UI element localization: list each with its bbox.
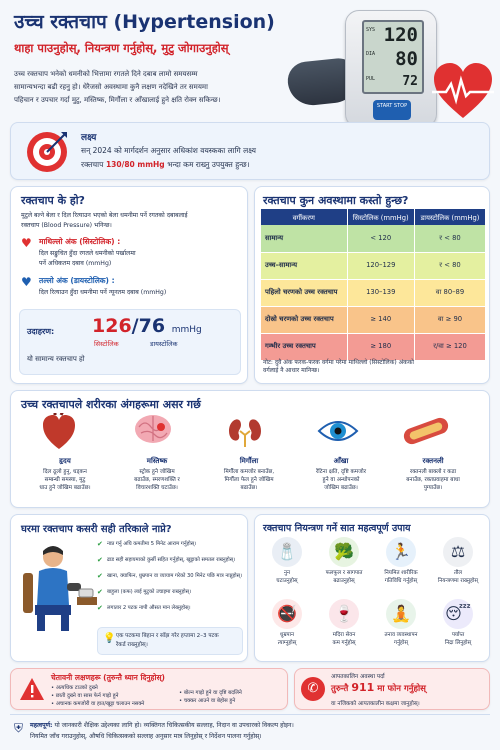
footer-note: ⛨ महत्वपूर्ण: यो जानकारी शैक्षिक उद्देश्यका लागि हो। व्यक्तिगत चिकित्सकीय सल्लाह, निदान वा उपचारको विकल्प होइन। नियमित जाँच गराउनुहोस्, औषधि चिकित्सकको सल्लाह अनुसार मात्र लिनुहोस् र निर्देशन पालना गर्नुहोस्। — [10, 714, 490, 746]
table-note: नोट: दुवै अंक फरक-फरक वर्गमा परेमा माथिल्लो (सिस्टोलिक) अंकको वर्गलाई नै आधार मानिन्छ। — [263, 359, 414, 374]
heart-organ-icon — [41, 413, 77, 455]
systolic-range: ≥ 140 — [347, 306, 415, 333]
organ-name: हृदय — [59, 457, 71, 465]
warning-title: चेतावनी लक्षणहरू (तुरुन्तै ध्यान दिनुहोस्) — [51, 673, 165, 682]
organ-item: मिर्गौला मिर्गौला कमजोर बनाउँछ, मिर्गौला फेल हुने जोखिम बढाउँछ। — [203, 457, 295, 492]
subtitle: थाहा पाउनुहोस्, नियन्त्रण गर्नुहोस्, मुटु जोगाउनुहोस् — [14, 41, 229, 55]
check-icon: ✔ — [97, 556, 103, 564]
what-is-bp-card — [10, 186, 248, 384]
seven-steps-card — [254, 514, 490, 662]
organ-name: आँखा — [333, 457, 349, 465]
systolic-range: < 120 — [347, 225, 415, 252]
lifestyle-step: 🧘 तनाव व्यवस्थापन गर्नुहोस् — [373, 599, 429, 647]
measure-heading: घरमा रक्तचाप कसरी सही तरिकाले नाप्ने? — [21, 524, 172, 535]
what-heading: रक्तचाप के हो? — [21, 194, 85, 207]
steps-heading: रक्तचाप नियन्त्रण गर्ने सात महत्वपूर्ण उपाय — [263, 523, 411, 534]
diastolic-range: र < 80 — [415, 225, 485, 252]
kidney-icon — [225, 413, 265, 453]
lifestyle-step: 🧂 नुन घटाउनुहोस् — [259, 537, 315, 585]
measure-card — [10, 514, 248, 662]
lifestyle-step: 🍷 मदिरा सेवन कम गर्नुहोस् — [316, 599, 372, 647]
classification-table: वर्गीकरण सिस्टोलिक (mmHg) डायस्टोलिक (mmHg) सामान्य < 120 र < 80 उच्च–सामान्य 120–129 र < 80 पहिलो चरणको उच्च रक्तचाप 130–139 वा 80–89 दोस्रो चरणको उच्च रक्तचाप ≥ 140 वा ≥ 90 गम्भीर उच्च रक्तचाप ≥ 180 र/वा ≥ 120 — [261, 209, 485, 361]
category-name: दोस्रो चरणको उच्च रक्तचाप — [265, 315, 334, 323]
goal-title: लक्ष्य — [81, 133, 97, 143]
title-nepali: उच्च रक्तचाप — [14, 11, 107, 33]
warning-left: • अत्यधिक टाउको दुख्ने • छाती दुख्ने वा सास फेर्न गाह्रो हुने • अचानक कमजोरी वा हात/खुट्टा चलाउन नसक्ने — [51, 685, 145, 707]
lifestyle-step: 😴 पर्याप्त निद्रा लिनुहोस् — [430, 599, 486, 647]
emergency-box: ✆ आपतकालिन अवस्था पर्दा तुरुन्तै 911 मा फोन गर्नुहोस् वा नजिकको आपतकालीन कक्षमा जानुहोस्। — [294, 668, 490, 710]
heart-blue-icon: ♥ — [21, 275, 32, 289]
title-english: (Hypertension) — [113, 11, 275, 33]
person-measuring-icon — [19, 543, 99, 637]
lifestyle-step: ⚖ तौल नियन्त्रणमा राख्नुहोस् — [430, 537, 486, 585]
phone-icon: ✆ — [301, 677, 325, 701]
organs-card — [10, 390, 490, 508]
what-intro: मुटुले बल्ने बेला र दिल रित्याउन भएको बेला धमनीमा पर्ने रगतको दबाबलाई रक्तचाप (Blood Pressure) भनिन्छ। — [21, 212, 188, 229]
category-name: गम्भीर उच्च रक्तचाप — [265, 342, 316, 350]
diastolic-title: तल्लो अंक (डायस्टोलिक) : — [39, 276, 115, 285]
organ-name: मस्तिष्क — [146, 457, 168, 465]
heart-red-icon: ♥ — [21, 236, 32, 250]
shield-icon: ⛨ — [14, 721, 24, 735]
brain-icon — [133, 413, 173, 451]
systolic-title: माथिल्लो अंक (सिस्टोलिक) : — [39, 237, 121, 246]
warning-box — [10, 668, 288, 710]
diastolic-range: वा ≥ 90 — [415, 306, 485, 333]
organ-item: रक्तनली रक्तनली बाक्लो र कडा बनाउँछ, रक्तप्रवाहमा बाधा पुग्याउँछ। — [387, 457, 479, 492]
check-icon: ✔ — [97, 588, 103, 596]
artery-icon — [403, 415, 449, 451]
vegetables-icon: 🥦 — [329, 537, 359, 567]
page-title — [14, 8, 275, 34]
example-value: 126/76 mmHg — [92, 315, 202, 337]
diastolic-range: वा 80–89 — [415, 279, 485, 306]
meditation-icon: 🧘 — [386, 599, 416, 629]
bp-category-row — [261, 252, 485, 279]
running-icon: 🏃 — [386, 537, 416, 567]
check-icon: ✔ — [97, 540, 103, 548]
diastolic-range: र < 80 — [415, 252, 485, 279]
measure-step: ✔ लगातार 2 पटक नापी औसत मान लेख्नुहोस्। — [97, 604, 191, 612]
lifestyle-step: 🥦 फलफूल र सागपात बढाउनुहोस् — [316, 537, 372, 585]
weighing-scale-icon: ⚖ — [443, 537, 473, 567]
measure-tip: 💡 एक पटकमा बिहान र साँझ गरेर हप्तामा 2–3 पटक रेकर्ड राख्नुहोस्। — [97, 627, 243, 655]
bp-category-row — [261, 279, 485, 306]
salt-shaker-icon: 🧂 — [272, 537, 302, 567]
measure-step: ✔ ढाड सही सहायमाको कुर्सी सहित गर्नुहोस्, खुट्टाको समतल राख्नुहोस्। — [97, 556, 236, 564]
table-heading: रक्तचाप कुन अवस्थामा कस्तो हुन्छ? — [263, 194, 409, 207]
check-icon: ✔ — [97, 604, 103, 612]
organ-item: आँखा रेटिना क्षति, दृष्टि कमजोर हुने वा अन्धोपनको जोखिम बढाउँछ। — [295, 457, 387, 492]
measure-step: ✔ खाना, क्याफिन, धुम्रपान वा व्यायाम गरेको 30 मिनेट पछि मात्र नाप्नुहोस्। — [97, 572, 243, 580]
no-alcohol-icon: 🍷 — [329, 599, 359, 629]
measure-step: ✔ बाहुला (कफ) लाई मुटुको उचाइमा राख्नुहोस्। — [97, 588, 192, 596]
heart-pulse-icon — [432, 62, 494, 124]
warning-right: • बोल्न गाह्रो हुने वा दृष्टि बदलिने • चक्कर आउने वा बेहोस हुने — [179, 690, 242, 704]
organ-name: मिर्गौला — [239, 457, 259, 465]
bp-category-row — [261, 333, 485, 360]
lifestyle-step: 🚭 धुम्रपान त्याग्नुहोस् — [259, 599, 315, 647]
bp-monitor-icon — [345, 10, 437, 128]
systolic-range: 130–139 — [347, 279, 415, 306]
emergency-call[interactable]: तुरुन्तै 911 मा फोन गर्नुहोस् — [331, 681, 426, 694]
bp-category-row — [261, 306, 485, 333]
goal-box — [10, 122, 490, 180]
diastolic-text: दिल रित्याउन हुँदा धमनीमा पर्ने न्यूनतम दबाब (mmHg) — [39, 289, 167, 296]
diastolic-range: र/वा ≥ 120 — [415, 333, 485, 360]
organ-name: रक्तनली — [422, 457, 444, 465]
organ-item: मस्तिष्क स्ट्रोक हुने जोखिम बढाउँछ, स्मरणशक्ति र विचारशक्ति घटाउँछ। — [111, 457, 203, 492]
category-name: पहिलो चरणको उच्च रक्तचाप — [265, 288, 338, 296]
warning-icon — [19, 677, 45, 705]
sleep-icon: 😴 — [443, 599, 473, 629]
target-icon — [25, 130, 69, 178]
systolic-range: 120–129 — [347, 252, 415, 279]
example-box: उदाहरण: 126/76 mmHg सिस्टोलिक डायस्टोलिक यो सामान्य रक्तचाप हो — [19, 309, 241, 375]
lifestyle-step: 🏃 नियमित शारीरिक गतिविधि गर्नुहोस् — [373, 537, 429, 585]
measure-step: ✔ नाप्न गर्नु अघि कमतीमा 5 मिनेट आराम गर्नुहोस्। — [97, 540, 197, 548]
start-stop-button[interactable]: START STOP — [373, 100, 411, 120]
systolic-text: दिल सङ्कुचित हुँदा रगतले धमनीको पर्खालमा पर्ने अधिकतम दबाव (mmHg) — [39, 250, 136, 267]
category-name: सामान्य — [265, 233, 284, 242]
bp-category-row — [261, 225, 485, 252]
check-icon: ✔ — [97, 572, 103, 580]
emergency-number: 911 — [351, 681, 375, 694]
monitor-screen: SYS 120 DIA 80 PUL 72 — [362, 20, 424, 94]
no-smoking-icon: 🚭 — [272, 599, 302, 629]
organ-item: हृदय दिल ठूलो हुनु, धड्कन सम्बन्धी समस्या, मुटु धाउ हुने जोखिम बढाउँछ। — [19, 457, 111, 492]
eye-icon — [317, 417, 359, 449]
systolic-range: ≥ 180 — [347, 333, 415, 360]
goal-text: सन् 2024 को मार्गदर्शन अनुसार अधिकांश वयस्कका लागि लक्ष्य रक्तचाप 130/80 mmHg भन्दा कम राख्नु उपयुक्त हुन्छ। — [81, 146, 256, 169]
goal-value: 130/80 mmHg — [103, 160, 168, 169]
intro-text: उच्च रक्तचाप भनेको धमनीको भित्तामा रगतले दिने दबाब लामो समयसम्म सामान्यभन्दा बढी रहनु हो। धेरैजसो अवस्थामा कुनै लक्षण नदेखिने तर समयमा पहिचान र उपचार गर्दा मुटु, मस्तिष्क, मिर्गौला र आँखालाई हुने क्षति रोक्न सकिन्छ। — [14, 70, 221, 104]
category-name: उच्च–सामान्य — [265, 261, 298, 269]
classification-card — [254, 186, 490, 384]
organs-heading: उच्च रक्तचापले शरीरका अंगहरूमा असर गर्छ — [21, 398, 201, 411]
lightbulb-icon: 💡 — [103, 633, 116, 644]
